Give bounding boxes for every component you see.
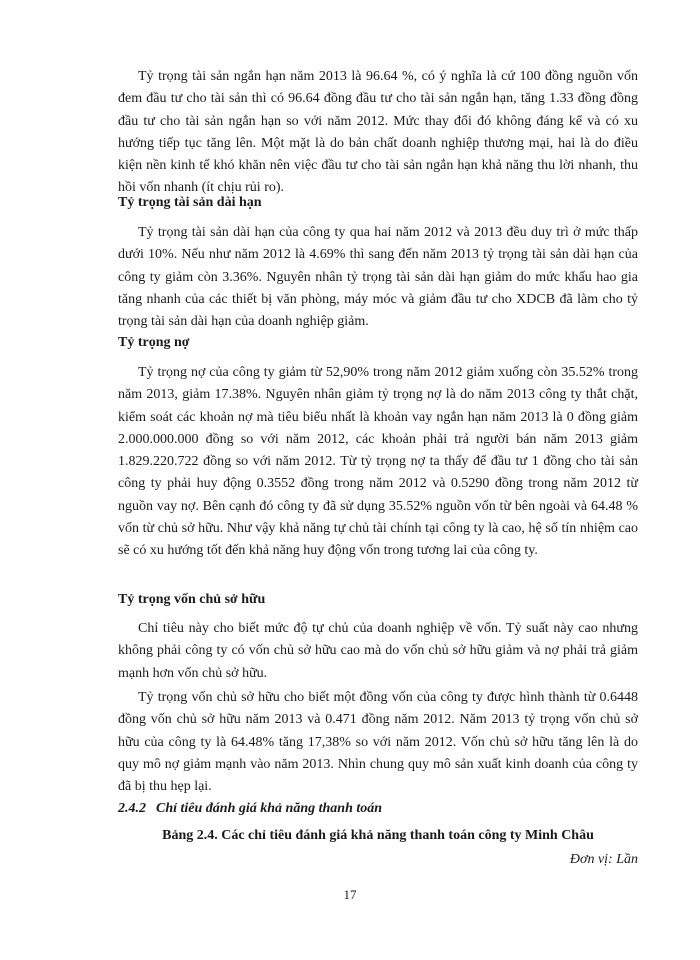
table-caption: Bảng 2.4. Các chỉ tiêu đánh giá khả năng thanh toán công ty Minh Châu	[162, 828, 594, 843]
paragraph-long-term-assets: Tỷ trọng tài sản dài hạn của công ty qua hai năm 2012 và 2013 đều duy trì ở mức thấp dưới 10%. Nếu như năm 2012 là 4.69% thì sang đến năm 2013 tỷ trọng tài sản dài hạn của công ty giảm còn 3.36%. Nguyên nhân tỷ trọng tài sản dài hạn giảm do mức khấu hao gia tăng nhanh của các thiết bị văn phòng, máy móc và giảm đầu tư cho XDCB đã làm cho tỷ trọng tài sản dài hạn của doanh nghiệp giảm.	[118, 225, 638, 330]
paragraph-equity-analysis: Tỷ trọng vốn chủ sở hữu cho biết một đồng vốn của công ty được hình thành từ 0.6448 đồng vốn chủ sở hữu năm 2013 và 0.471 đồng năm 2012. Năm 2013 tỷ trọng vốn chủ sở hữu của công ty là 64.48% tăng 17,38% so với năm 2012. Vốn chủ sở hữu tăng lên là do quy mô nợ giảm mạnh vào năm 2013. Nhìn chung quy mô sản xuất kinh doanh của công ty đã bị thu hẹp lại.	[118, 690, 638, 795]
unit-label: Đơn vị: Lần	[569, 852, 638, 867]
paragraph-short-term-assets: Tỷ trọng tài sản ngắn hạn năm 2013 là 96.64 %, có ý nghĩa là cứ 100 đồng nguồn vốn đem đầu tư cho tài sản thì có 96.64 đồng đầu tư cho tài sản ngắn hạn, tăng 1.33 đồng đồng đầu tư cho tài sản ngắn hạn so với năm 2012. Mức thay đổi đó không đáng kể và có xu hướng tiếp tục tăng lên. Một mặt là do bản chất doanh nghiệp thương mại, hai là do điều kiện nền kinh tế khó khăn nên việc đầu tư cho tài sản ngắn hạn khả năng thu lời nhanh, thu hồi vốn nhanh (ít chịu rủi ro).	[118, 69, 638, 196]
heading-equity-ratio: Tỷ trọng vốn chủ sở hữu	[118, 592, 266, 607]
heading-debt-ratio: Tỷ trọng nợ	[118, 335, 190, 350]
paragraph-debt-ratio: Tỷ trọng nợ của công ty giảm từ 52,90% trong năm 2012 giảm xuống còn 35.52% trong năm 2013, giảm 17.38%. Nguyên nhân giảm tỷ trọng nợ là do năm 2013 công ty thắt chặt, kiểm soát các khoản nợ mà tiêu biểu nhất là khoản vay ngắn hạn năm 2013 là 0 đồng giảm 2.000.000.000 đồng so với năm 2012, các khoản phải trả người bán năm 2013 giảm 1.829.220.722 đồng so với năm 2012. Từ tỷ trọng nợ ta thấy để đầu tư 1 đồng cho tài sản công ty phải huy động 0.3552 đồng trong năm 2012 và 0.5290 đồng trong năm 2012 từ nguồn vay nợ. Bên cạnh đó công ty đã sử dụng 35.52% nguồn vốn từ bên ngoài và 64.48 % vốn từ chủ sở hữu. Như vậy khả năng tự chủ tài chính tại công ty là cao, hệ số tín nhiệm cao sẽ có xu hướng tốt đến khả năng huy động vốn trong tương lai của công ty.	[118, 365, 638, 559]
section-number: 2.4.2	[118, 801, 146, 816]
section-title: Chỉ tiêu đánh giá khả năng thanh toán	[156, 801, 383, 816]
section-heading	[118, 799, 382, 819]
paragraph-equity-definition: Chỉ tiêu này cho biết mức độ tự chủ của doanh nghiệp về vốn. Tỷ suất này cao nhưng không phải công ty có vốn chủ sở hữu cao mà do vốn chủ sở hữu giảm và nợ phải trả giảm mạnh hơn vốn chủ sở hữu.	[118, 621, 638, 681]
page-number: 17	[343, 887, 357, 902]
heading-long-term-assets: Tỷ trọng tài sản dài hạn	[118, 195, 262, 210]
